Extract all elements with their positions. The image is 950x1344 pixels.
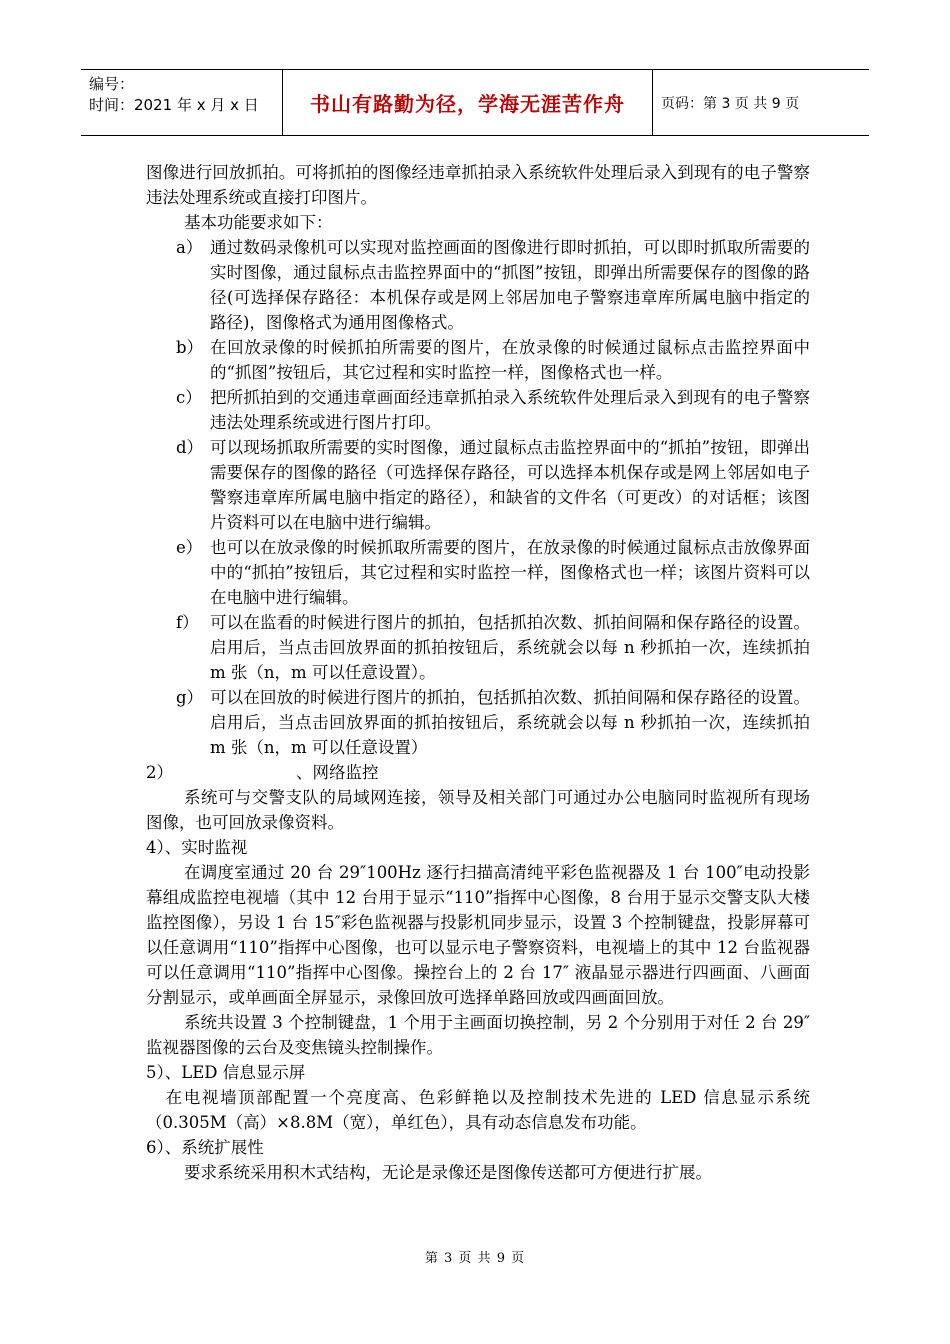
section-number: 2） [146, 763, 173, 782]
realtime-paragraph-2: 系统共设置 3 个控制键盘，1 个用于主画面切换控制，另 2 个分别用于对任 2 台 29″监视器图像的云台及变焦镜头控制操作。 [146, 1013, 810, 1057]
list-marker: a） [176, 238, 203, 257]
document-body [146, 160, 810, 1185]
header-meta [81, 70, 283, 135]
list-marker: g） [176, 688, 204, 707]
header-page-number: 页码：第 3 页 共 9 页 [661, 95, 800, 112]
list-item [146, 385, 810, 435]
list-text: 可以现场抓取所需要的实时图像，通过鼠标点击监控界面中的“抓拍”按钮，即弹出需要保存的图像的路径（可选择保存路径，可以选择本机保存或是网上邻居如电子警察违章库所属电脑中指定的路径），和缺省的文件名（可更改）的对话框；该图片资料可以在电脑中进行编辑。 [210, 438, 810, 532]
list-item [146, 335, 810, 385]
expansion-paragraph: 要求系统采用积木式结构，无论是录像还是图像传送都可方便进行扩展。 [183, 1163, 712, 1182]
list-text: 把所抓拍到的交通违章画面经违章抓拍录入系统软件处理后录入到现有的电子警察违法处理系统或进行图片打印。 [210, 388, 810, 432]
section-heading-expansion: 6）、系统扩展性 [146, 1138, 264, 1157]
list-text: 在回放录像的时候抓拍所需要的图片，在放录像的时候通过鼠标点击监控界面中的“抓图”按钮后，其它过程和实时监控一样，图像格式也一样。 [210, 338, 810, 382]
list-text: 通过数码录像机可以实现对监控画面的图像进行即时抓拍，可以即时抓取所需要的实时图像，通过鼠标点击监控界面中的“抓图”按钮，即弹出所需要保存的图像的路径(可选择保存路径：本机保存或是网上邻居加电子警察违章库所属电脑中指定的路径)，图像格式为通用图像格式。 [210, 238, 810, 332]
list-text: 可以在回放的时候进行图片的抓拍，包括抓拍次数、抓拍间隔和保存路径的设置。启用后，当点击回放界面的抓拍按钮后，系统就会以每 n 秒抓拍一次，连续抓拍 m 张（n，m 可以任意设置） [210, 688, 810, 757]
list-item [146, 685, 810, 760]
section-heading-network [146, 760, 810, 785]
list-item [146, 610, 810, 685]
list-text: 也可以在放录像的时候抓取所需要的图片，在放录像的时候通过鼠标点击放像界面中的“抓拍”按钮后，其它过程和实时监控一样，图像格式也一样；该图片资料可以在电脑中进行编辑。 [210, 538, 810, 607]
network-paragraph: 系统可与交警支队的局域网连接，领导及相关部门可通过办公电脑同时监视所有现场图像，也可回放录像资料。 [146, 788, 810, 832]
section-heading-led: 5）、LED 信息显示屏 [146, 1063, 306, 1082]
list-text: 可以在监看的时候进行图片的抓拍，包括抓拍次数、抓拍间隔和保存路径的设置。启用后，当点击回放界面的抓拍按钮后，系统就会以每 n 秒抓拍一次，连续抓拍 m 张（n，m 可以任意设置）。 [210, 613, 810, 682]
realtime-paragraph-1: 在调度室通过 20 台 29″100Hz 逐行扫描高清纯平彩色监视器及 1 台 100″电动投影幕组成监控电视墙（其中 12 台用于显示“110”指挥中心图像，8 台用于显示交警支队大楼监控图像），另设 1 台 15″彩色监视器与投影机同步显示，设置 3 个控制键盘，投影屏幕可以任意调用“110”指挥中心图像，也可以显示电子警察资料，电视墙上的其中 12 台监视器可以任意调用“110”指挥中心图像。操控台上的 2 台 17″ 液晶显示器进行四画面、八画面分割显示，或单画面全屏显示，录像回放可选择单路回放或四画面回放。 [146, 863, 810, 1007]
header-motto: 书山有路勤为径，学海无涯苦作舟 [283, 70, 653, 135]
intro-paragraph: 图像进行回放抓拍。可将抓拍的图像经违章抓拍录入系统软件处理后录入到现有的电子警察违法处理系统或直接打印图片。 [146, 163, 810, 207]
led-paragraph: 在电视墙顶部配置一个亮度高、色彩鲜艳以及控制技术先进的 LED 信息显示系统（0.305M（高）×8.8M（宽），单红色），具有动态信息发布功能。 [146, 1088, 810, 1132]
list-marker: b） [176, 338, 204, 357]
list-marker: e） [176, 538, 203, 557]
list-item [146, 235, 810, 335]
list-marker: f） [176, 613, 199, 632]
list-marker: d） [176, 438, 204, 457]
section-title: 、网络监控 [296, 763, 379, 782]
list-item [146, 435, 810, 535]
page-header [81, 69, 869, 136]
list-item [146, 535, 810, 610]
list-marker: c） [176, 388, 202, 407]
requirements-title: 基本功能要求如下： [183, 213, 333, 232]
document-date: 时间：2021 年 x 月 x 日 [89, 96, 259, 114]
section-heading-realtime: 4）、实时监视 [146, 838, 248, 857]
page-footer: 第 3 页 共 9 页 [424, 1251, 526, 1266]
document-number-label: 编号： [89, 75, 135, 93]
